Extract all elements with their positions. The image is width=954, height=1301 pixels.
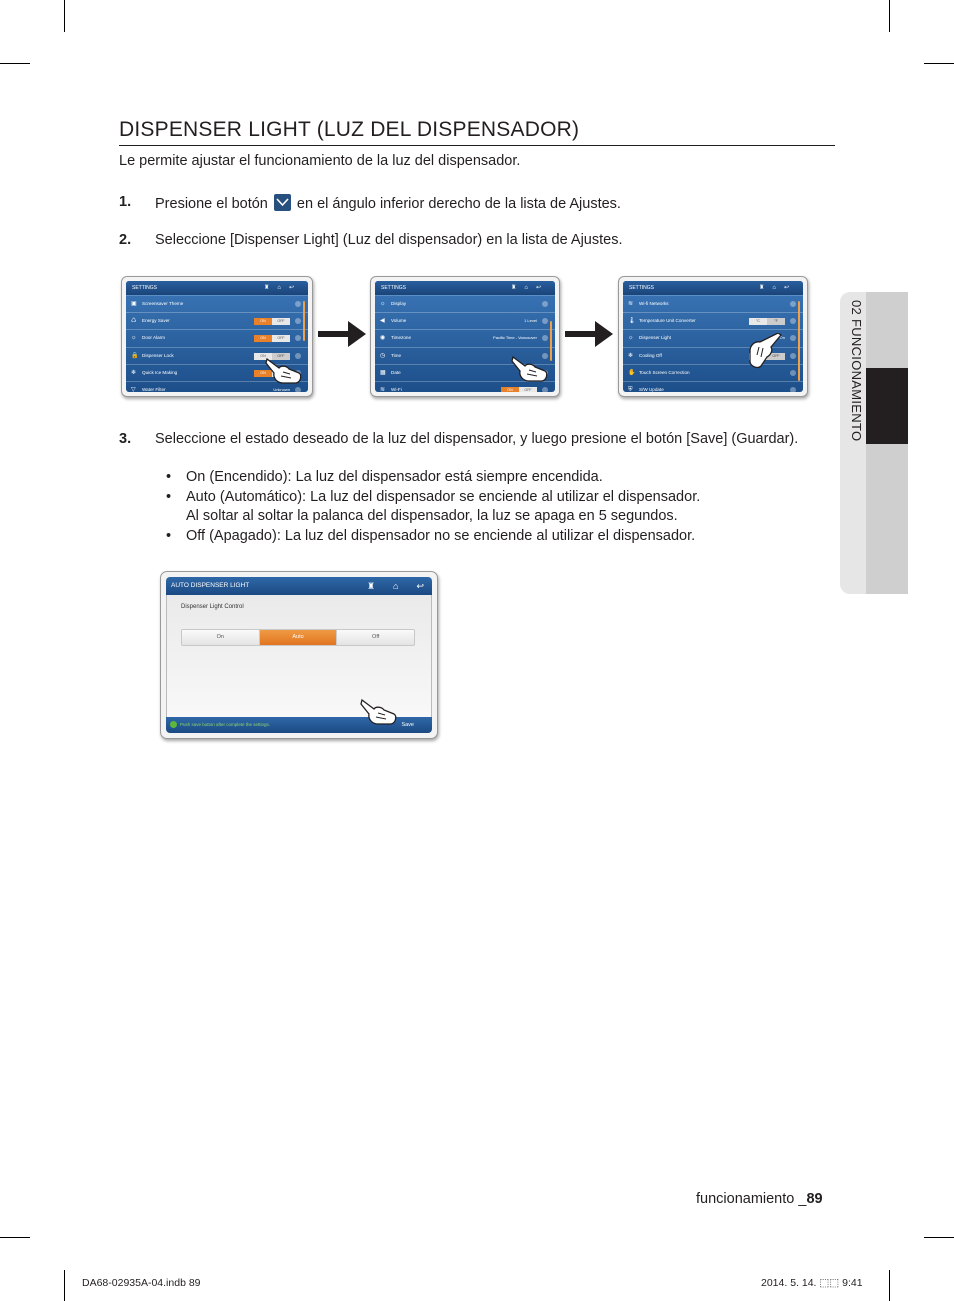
row-label: Touch Screen Correction — [639, 369, 690, 375]
bullet-text: Auto (Automático): La luz del dispensador se enciende al utilizar el dispensador. — [186, 488, 701, 505]
row-label: Display — [391, 301, 407, 306]
screen-header — [623, 281, 803, 296]
crop-mark — [64, 1270, 65, 1301]
scrollbar[interactable] — [303, 299, 306, 379]
chevron-right-icon — [790, 301, 796, 307]
row-label: Energy Saver — [142, 318, 170, 324]
footer-text: funcionamiento _ — [696, 1191, 807, 1207]
step-3 — [119, 431, 799, 447]
settings-row[interactable] — [623, 296, 803, 313]
save-button[interactable]: Save — [401, 722, 414, 728]
chevron-right-icon — [790, 318, 796, 324]
row-icon: 🔒 — [131, 352, 139, 359]
row-icon: ▦ — [380, 369, 386, 376]
chevron-right-icon — [295, 335, 301, 341]
row-label: Date — [391, 369, 401, 375]
toggle-off[interactable]: OFF — [519, 387, 537, 392]
pointing-hand-icon — [745, 333, 785, 369]
row-icon: ≋ — [628, 301, 634, 307]
crop-mark — [924, 1237, 954, 1238]
chevron-right-icon — [295, 318, 301, 324]
chevron-right-icon — [542, 301, 548, 307]
row-label: Quick Ice Making — [142, 369, 178, 375]
toggle-off[interactable]: OFF — [272, 353, 290, 360]
chapter-label: 02 FUNCIONAMIENTO — [849, 300, 864, 442]
info-icon — [170, 721, 177, 728]
row-icon: ▣ — [131, 301, 137, 307]
dispenser-light-control-label: Dispenser Light Control — [181, 604, 244, 610]
chevron-right-icon — [790, 353, 796, 359]
section-heading: DISPENSER LIGHT (LUZ DEL DISPENSADOR) — [119, 118, 835, 146]
row-label: Dispenser Light — [639, 335, 671, 341]
row-label: Timezone — [391, 335, 411, 341]
crop-mark — [924, 63, 954, 64]
screen-header — [375, 281, 555, 296]
step-number: 1. — [119, 194, 132, 210]
crop-mark — [0, 63, 30, 64]
screen-title: SETTINGS — [629, 285, 655, 291]
crop-mark — [64, 0, 65, 32]
toggle-on[interactable]: ON — [254, 370, 272, 377]
row-icon: ▽ — [131, 386, 136, 392]
row-label: Dispenser Lock — [142, 352, 174, 358]
pointing-hand-icon — [360, 697, 398, 727]
row-label: Wi-Fi — [391, 386, 402, 392]
home-icon[interactable]: ⌂ — [393, 581, 399, 591]
option-off[interactable]: Off — [337, 630, 414, 645]
chevron-right-icon — [542, 318, 548, 324]
arrow-right-icon — [318, 319, 366, 349]
step-text: Seleccione [Dispenser Light] (Luz del dispensador) en la lista de Ajustes. — [155, 232, 623, 248]
dialog-title: AUTO DISPENSER LIGHT — [171, 582, 250, 589]
row-icon: ☼ — [380, 301, 386, 307]
step-number: 3. — [119, 431, 132, 447]
scrollbar-thumb[interactable] — [303, 301, 305, 341]
step-text-after: en el ángulo inferior derecho de la lista de Ajustes. — [296, 196, 621, 212]
page-footer — [696, 1191, 823, 1207]
row-label: Volume — [391, 318, 407, 324]
row-icon: ☼ — [131, 335, 137, 342]
settings-row[interactable] — [126, 296, 308, 313]
chevron-right-icon — [790, 335, 796, 341]
settings-row[interactable] — [375, 313, 555, 330]
chevron-right-icon — [295, 387, 301, 392]
header-icons: ♜⌂↩ — [510, 285, 549, 291]
row-label: Cooling Off — [639, 352, 662, 358]
scrollbar[interactable] — [550, 299, 553, 379]
row-label: Wi-fi Networks — [639, 301, 669, 306]
toggle-on[interactable]: ON — [254, 318, 272, 325]
settings-row[interactable] — [375, 296, 555, 313]
row-label: Door Alarm — [142, 335, 165, 341]
header-icons — [349, 577, 424, 595]
toggle-switch[interactable] — [254, 335, 290, 342]
pointing-hand-icon — [511, 354, 549, 384]
screen-title: SETTINGS — [381, 285, 407, 291]
row-icon: ≋ — [380, 386, 386, 392]
toggle-switch[interactable] — [254, 318, 290, 325]
chevron-right-icon — [542, 335, 548, 341]
row-icon: ♺ — [131, 318, 137, 325]
bullet-item: • Off (Apagado): La luz del dispensador no se enciende al utilizar el dispensador. — [166, 527, 696, 544]
row-icon: 🌡 — [628, 318, 636, 325]
bullet-list — [166, 468, 700, 546]
scrollbar-thumb[interactable] — [550, 321, 552, 361]
toggle-off[interactable]: OFF — [272, 318, 290, 325]
step-text-before: Presione el botón — [155, 196, 268, 212]
row-icon: ◀ — [380, 318, 385, 325]
crop-mark — [889, 1270, 890, 1301]
chevron-right-icon — [790, 387, 796, 392]
toggle-on[interactable]: ON — [501, 387, 519, 392]
bullet-item-continued — [166, 507, 700, 527]
chevron-right-icon — [790, 370, 796, 376]
row-icon: ⛨ — [628, 386, 633, 392]
toggle-off[interactable]: OFF — [272, 335, 290, 342]
step-text: Seleccione el estado deseado de la luz del dispensador, y luego presione el botón [Save] (Guardar). — [155, 431, 799, 447]
row-value: Pacific Time - Vancouver — [493, 335, 537, 341]
step-1 — [119, 194, 621, 212]
settings-row[interactable] — [623, 382, 803, 392]
toggle-off[interactable]: °F — [767, 318, 785, 325]
row-label: Water Filter — [142, 386, 166, 392]
toggle-on[interactable]: °C — [749, 318, 767, 325]
slug-right: 2014. 5. 14. ⬚⬚ 9:41 — [761, 1277, 863, 1289]
toggle-off[interactable]: OFF — [767, 353, 785, 360]
arrow-right-icon — [565, 319, 613, 349]
intro-text: Le permite ajustar el funcionamiento de la luz del dispensador. — [119, 153, 521, 169]
bullet-text: Al soltar al soltar la palanca del dispensador, la luz se apaga en 5 segundos. — [186, 508, 678, 524]
row-value: Unknown — [273, 386, 290, 392]
toggle-switch[interactable] — [749, 318, 785, 325]
back-icon[interactable]: ↩ — [416, 581, 424, 591]
bullet-item: • On (Encendido): La luz del dispensador está siempre encendida. — [166, 469, 603, 485]
side-tab-marker — [866, 368, 908, 444]
chevron-right-icon — [295, 301, 301, 307]
settings-row[interactable] — [126, 313, 308, 330]
crop-mark — [889, 0, 890, 32]
pointing-hand-icon — [265, 356, 303, 386]
step-text — [155, 194, 621, 212]
filter-icon[interactable]: ♜ — [366, 581, 376, 591]
screen-header — [126, 281, 308, 296]
chevron-down-icon — [274, 194, 291, 211]
toggle-on[interactable]: ON — [254, 335, 272, 342]
dispenser-light-selector — [181, 629, 415, 646]
row-value: 1 Level — [524, 318, 537, 324]
row-value: On — [779, 335, 785, 341]
bullet-item: • Auto (Automático): La luz del dispensador se enciende al utilizar el dispensador. — [166, 488, 701, 505]
dialog-header — [166, 577, 432, 595]
bullet-text: On (Encendido): La luz del dispensador está siempre encendida. — [186, 469, 603, 485]
row-icon: ❄ — [628, 352, 634, 359]
row-label: S/W Update — [639, 386, 664, 392]
step-2 — [119, 232, 623, 248]
slug-left: DA68-02935A-04.indb 89 — [82, 1277, 201, 1289]
page-number: 89 — [806, 1191, 823, 1207]
row-icon: ✋ — [628, 369, 636, 376]
row-icon: ◉ — [380, 335, 386, 342]
scrollbar-thumb[interactable] — [798, 301, 800, 381]
option-auto[interactable]: Auto — [260, 630, 338, 645]
settings-row[interactable] — [375, 330, 555, 347]
settings-row[interactable] — [623, 313, 803, 330]
option-on[interactable]: On — [182, 630, 260, 645]
row-icon: ◷ — [380, 352, 386, 359]
toggle-switch[interactable] — [501, 387, 537, 392]
row-icon: ☼ — [628, 335, 634, 342]
row-icon: ❄ — [131, 369, 137, 376]
step-number: 2. — [119, 232, 132, 248]
chevron-right-icon — [542, 387, 548, 392]
screen-title: SETTINGS — [132, 285, 158, 291]
row-label: Time — [391, 352, 402, 358]
toggle-on[interactable]: ON — [254, 353, 272, 360]
row-label: Temperature Unit Converter — [639, 318, 696, 324]
row-label: Screensaver Theme — [142, 301, 184, 306]
scrollbar[interactable] — [798, 299, 801, 379]
bullet-text: Off (Apagado): La luz del dispensador no se enciende al utilizar el dispensador. — [186, 527, 696, 544]
settings-row[interactable] — [126, 330, 308, 347]
header-icons: ♜⌂↩ — [263, 285, 302, 291]
header-icons: ♜⌂↩ — [758, 285, 797, 291]
crop-mark — [0, 1237, 30, 1238]
dialog-hint: Push save button after complete the settings. — [180, 722, 271, 727]
